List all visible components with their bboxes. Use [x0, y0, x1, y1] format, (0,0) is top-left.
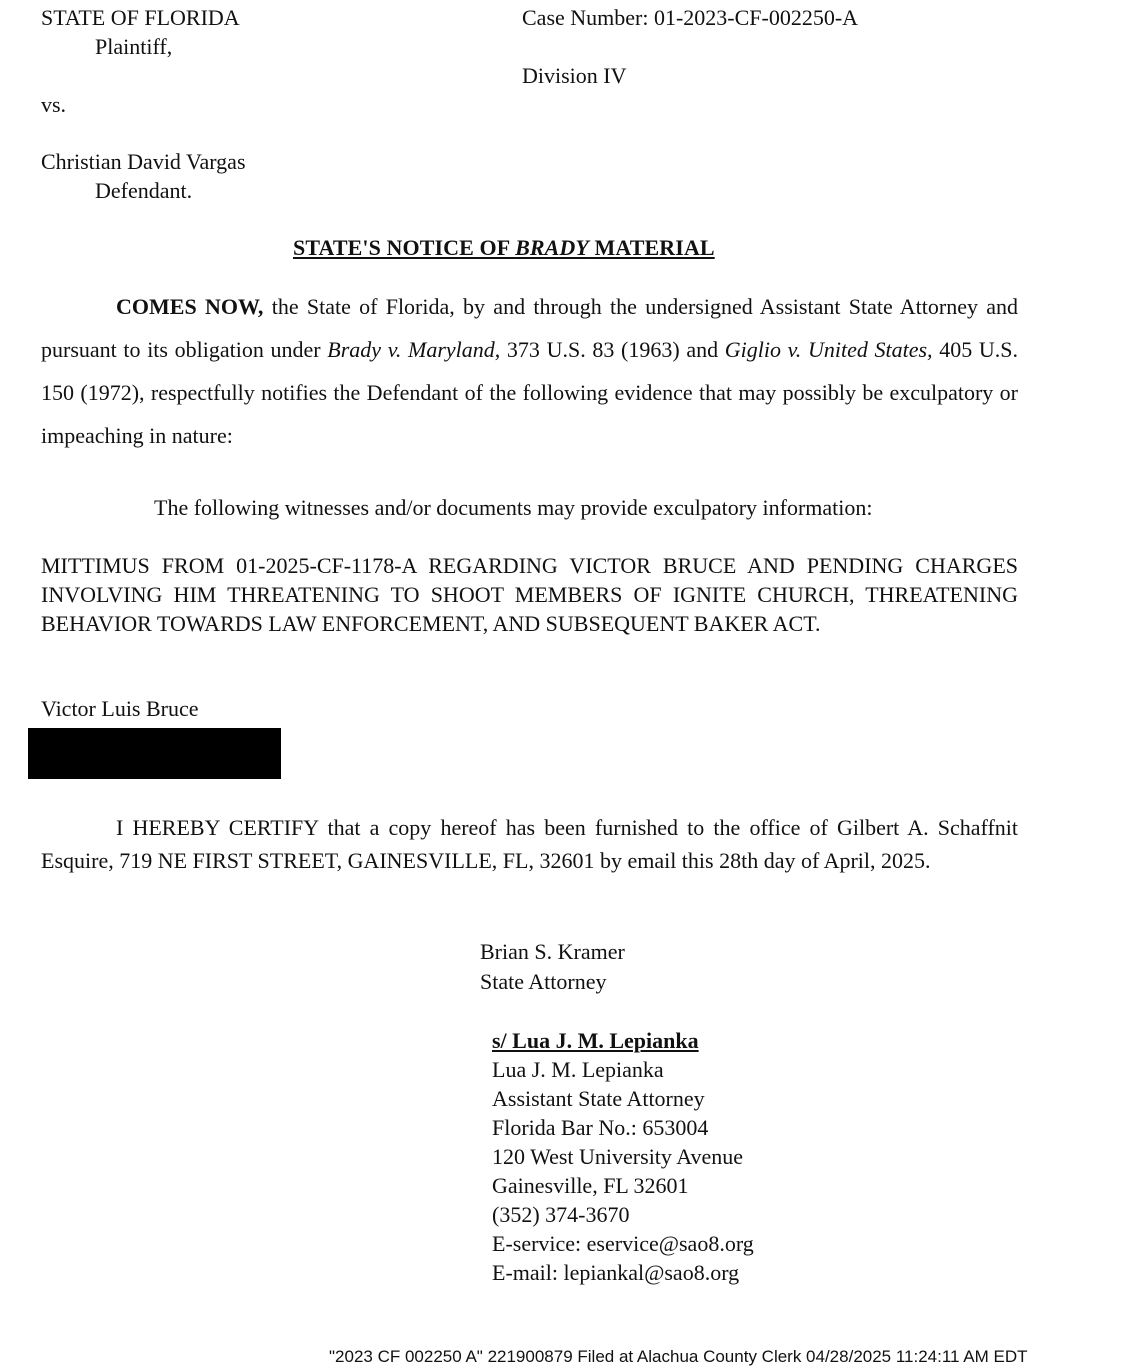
witness-name: Victor Luis Bruce	[41, 696, 199, 721]
redaction-block	[28, 728, 281, 779]
intro-part3: 405 U.S. 150 (1972), respectfully notifies the Defendant of the following evidence that may possibly be exculpatory or impeaching in nature:	[41, 337, 1019, 448]
plaintiff-name: STATE OF FLORIDA	[41, 5, 240, 30]
intro-part2: , 373 U.S. 83 (1963) and	[494, 337, 725, 362]
state-attorney-title: State Attorney	[480, 969, 607, 994]
title-prefix: STATE'S NOTICE OF	[293, 235, 516, 260]
signer-name: Lua J. M. Lepianka	[492, 1057, 664, 1082]
intro-lead: COMES NOW,	[116, 294, 264, 319]
plaintiff-role: Plaintiff,	[95, 34, 173, 59]
signature-block	[492, 1026, 754, 1287]
certificate-paragraph: I HEREBY CERTIFY that a copy hereof has been furnished to the office of Gilbert A. Schaffnit Esquire, 719 NE FIRST STREET, GAINESVILLE, FL, 32601 by email this 28th day of April, 2025.	[41, 815, 1018, 873]
mittimus-paragraph: MITTIMUS FROM 01-2025-CF-1178-A REGARDING VICTOR BRUCE AND PENDING CHARGES INVOLVING HIM THREATENING TO SHOOT MEMBERS OF IGNITE CHURCH, THREATENING BEHAVIOR TOWARDS LAW ENFORCEMENT, AND SUBSEQUENT BAKER ACT.	[41, 553, 1018, 636]
bar-number: Florida Bar No.: 653004	[492, 1115, 709, 1140]
case-number: Case Number: 01-2023-CF-002250-A	[522, 5, 859, 30]
title-emphasis: BRADY	[515, 235, 589, 260]
versus-label: vs.	[41, 92, 67, 117]
phone-number: (352) 374-3670	[492, 1202, 630, 1227]
intro-case-giglio: Giglio v. United States,	[724, 337, 933, 362]
document-title	[293, 234, 715, 263]
eservice-email: E-service: eservice@sao8.org	[492, 1231, 754, 1256]
defendant-name: Christian David Vargas	[41, 149, 246, 174]
title-suffix: MATERIAL	[588, 235, 715, 260]
state-attorney-name: Brian S. Kramer	[480, 939, 625, 964]
address-line-2: Gainesville, FL 32601	[492, 1173, 689, 1198]
intro-case-brady: Brady v. Maryland	[327, 337, 495, 362]
filing-stamp: "2023 CF 002250 A" 221900879 Filed at Alachua County Clerk 04/28/2025 11:24:11 AM EDT	[329, 1347, 1028, 1366]
intro-part1: the State of Florida, by and through the undersigned Assistant State Attorney and pursuant to its obligation under	[41, 294, 1019, 362]
address-line-1: 120 West University Avenue	[492, 1144, 743, 1169]
signer-title: Assistant State Attorney	[492, 1086, 705, 1111]
signature-line: s/ Lua J. M. Lepianka	[492, 1028, 699, 1053]
intro-paragraph	[41, 285, 1018, 457]
defendant-role: Defendant.	[95, 178, 193, 203]
contact-email: E-mail: lepiankal@sao8.org	[492, 1260, 740, 1285]
division-label: Division IV	[522, 63, 627, 88]
witness-intro: The following witnesses and/or documents may provide exculpatory information:	[154, 495, 873, 520]
